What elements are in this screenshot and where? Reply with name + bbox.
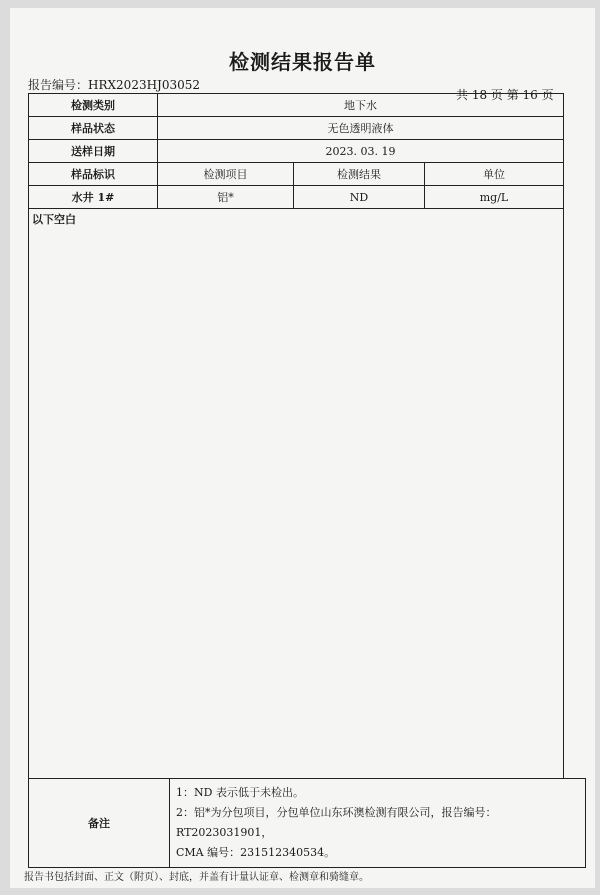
page-info: 共 18 页 第 16 页 xyxy=(456,88,554,102)
notes-text xyxy=(170,779,586,868)
type-value: 地下水 xyxy=(158,94,564,117)
date-label: 送样日期 xyxy=(29,140,158,163)
col-item: 检测项目 xyxy=(158,163,294,186)
cell-sample-id: 水井 1# xyxy=(29,186,158,209)
notes-table xyxy=(28,778,586,868)
note-line-3: CMA 编号：231512340534。 xyxy=(176,846,336,859)
report-page xyxy=(10,8,595,888)
blank-area xyxy=(29,209,564,779)
state-value: 无色透明液体 xyxy=(158,117,564,140)
report-title: 检测结果报告单 xyxy=(229,50,376,74)
blank-text: 以下空白 xyxy=(32,213,76,226)
cell-result: ND xyxy=(294,186,425,209)
cell-item: 铝* xyxy=(158,186,294,209)
col-result: 检测结果 xyxy=(294,163,425,186)
col-unit: 单位 xyxy=(425,163,564,186)
date-value: 2023. 03. 19 xyxy=(158,140,564,163)
results-table xyxy=(28,93,564,779)
col-sample-id: 样品标识 xyxy=(29,163,158,186)
type-label: 检测类别 xyxy=(29,94,158,117)
footer-note: 报告书包括封面、正文（附页）、封底，并盖有计量认证章、检测章和骑缝章。 xyxy=(24,872,369,883)
note-line-2: 2：铝*为分包项目，分包单位山东环澳检测有限公司，报告编号：RT2023031901， xyxy=(176,806,497,839)
state-label: 样品状态 xyxy=(29,117,158,140)
report-number: 报告编号：HRX2023HJ03052 xyxy=(28,78,201,92)
notes-label: 备注 xyxy=(29,779,170,868)
note-line-1: 1：ND 表示低于未检出。 xyxy=(176,786,304,799)
cell-unit: mg/L xyxy=(425,186,564,209)
